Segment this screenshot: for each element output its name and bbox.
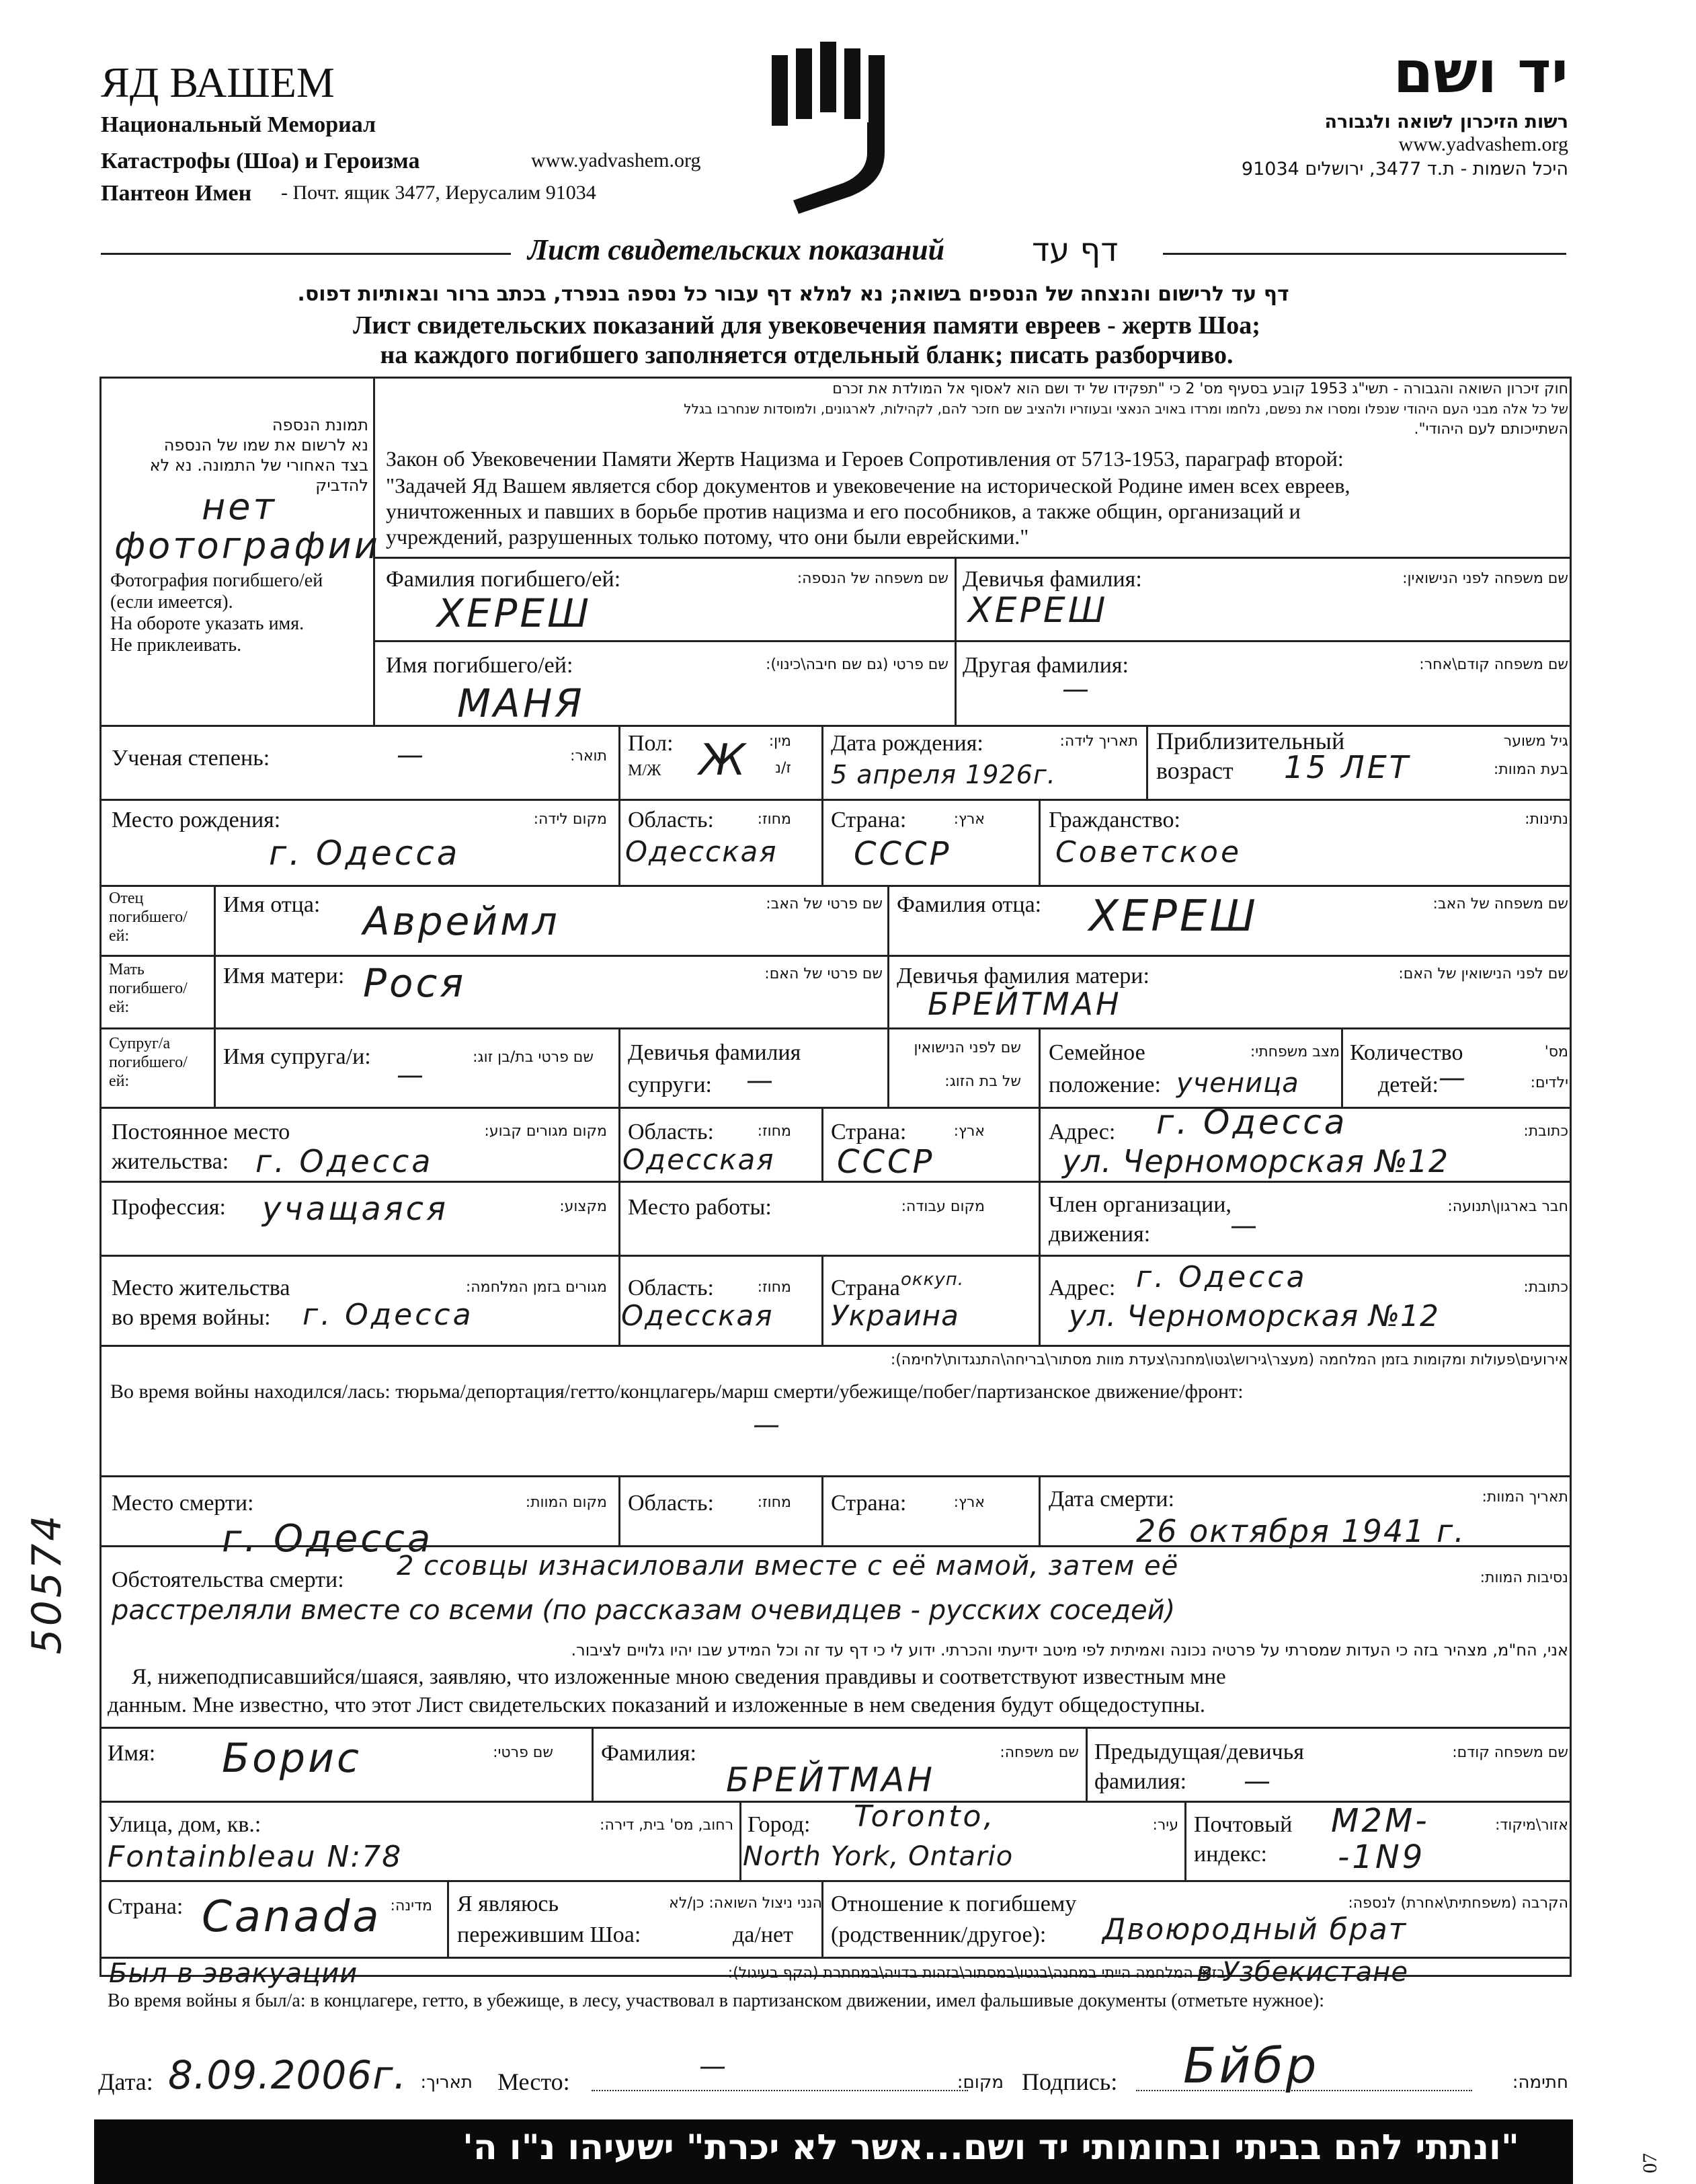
rule (1039, 1027, 1041, 1107)
sign-he: חתימה: (1512, 2072, 1568, 2093)
residence-value[interactable]: г. Одесса (255, 1143, 434, 1179)
rule (1184, 1801, 1186, 1880)
zip-value-2[interactable]: -1N9 (1338, 1838, 1426, 1876)
res-address-2[interactable]: ул. Черноморская №12 (1062, 1143, 1449, 1179)
spouse-side-2: погибшего/ (109, 1054, 188, 1071)
photo-ru-2: (если имеется). (110, 592, 233, 613)
relation-label-2: (родственник/другое): (831, 1922, 1047, 1947)
rule (1039, 1107, 1041, 1181)
photo-ru-3: На обороте указать имя. (110, 613, 305, 634)
rule (99, 1545, 1572, 1547)
yad-vashem-logo (766, 42, 901, 217)
rule (99, 885, 1572, 887)
father-side-1: Отец (109, 890, 144, 907)
father-surname-he: שם משפחה של האב: (1432, 896, 1568, 912)
zip-label-1: Почтовый (1194, 1812, 1293, 1837)
intro-he: דף עד לרישום והנצחה של הנספים בשואה; נא למלא דף עבור כל נספה בנפרד, בכתב ברור ובאותיות דפוס. (297, 282, 1289, 306)
surname-he: שם משפחה של הנספה: (797, 570, 948, 587)
zip-label-2: индекс: (1194, 1842, 1267, 1867)
form-title-he: דף עד (1032, 231, 1119, 269)
member-value[interactable]: — (1230, 1210, 1260, 1241)
margin-number: 50574 (24, 1512, 71, 1655)
title-rule-left (101, 253, 511, 255)
citizenship-value[interactable]: Советское (1055, 835, 1242, 869)
survivor-label-2: пережившим Шоа: (457, 1922, 641, 1947)
place-value[interactable]: — (699, 2051, 729, 2082)
address-ru: - Почт. ящик 3477, Иерусалим 91034 (281, 182, 596, 204)
war-region-he: מחוז: (757, 1279, 791, 1296)
rule (447, 1880, 449, 1957)
war-country-note[interactable]: оккуп. (901, 1270, 964, 1290)
mother-maiden-he: שם לפני הנישואין של האם: (1398, 966, 1568, 982)
res-address-1[interactable]: г. Одесса (1156, 1103, 1348, 1142)
rule (373, 640, 1572, 642)
victim-maiden[interactable]: ХЕРЕШ (968, 590, 1108, 631)
spouse-side-3: ей: (109, 1072, 130, 1090)
birth-region-he: מחוז: (757, 811, 791, 828)
citizenship-he: נתינות: (1525, 811, 1568, 828)
mother-maiden-value[interactable]: БРЕЙТМАН (928, 986, 1122, 1022)
submitter-name-value[interactable]: Борис (222, 1735, 362, 1782)
submitter-war-he: בזמן המלחמה הייתי במחנה\בגטו\במסתור\בזהות בדויה\במחתרת (הקף בעיגול): (727, 1965, 1225, 1982)
profession-he: מקצוע: (559, 1198, 607, 1215)
website-ru: www.yadvashem.org (531, 149, 701, 171)
rule (1039, 799, 1041, 885)
workplace-label: Место работы: (628, 1195, 772, 1220)
death-date-he: תאריך המוות: (1482, 1489, 1568, 1506)
rule (618, 1027, 620, 1107)
death-country-label: Страна: (831, 1491, 907, 1516)
photo-ru-1: Фотография погибшего/ей (110, 570, 323, 591)
mother-name-he: שם פרטי של האם: (764, 966, 883, 982)
residence-he: מקום מגורים קבוע: (484, 1123, 607, 1140)
signature[interactable]: Бйбр (1183, 2037, 1320, 2094)
maiden-label: Девичья фамилия: (963, 567, 1142, 592)
submitter-prev-value[interactable]: — (1244, 1766, 1273, 1797)
birthplace-label: Место рождения: (112, 808, 281, 832)
birthplace-value[interactable]: г. Одесса (269, 834, 460, 873)
rule (99, 1107, 1572, 1109)
member-he: חבר בארגון\תנועה: (1447, 1198, 1568, 1215)
father-name-he: שם פרטי של האב: (766, 896, 883, 912)
res-country-value[interactable]: СССР (837, 1143, 935, 1181)
city-label: Город: (748, 1812, 811, 1837)
degree-he: תואר: (570, 748, 607, 765)
he-line-1: רשות הזיכרון לשואה ולגבורה (1324, 112, 1568, 132)
victim-surname[interactable]: ХЕРЕШ (437, 590, 592, 636)
relation-value[interactable]: Двоюродный брат (1102, 1912, 1408, 1947)
photo-hand-1: нет (202, 485, 277, 528)
war-res-label-1: Место жительства (112, 1276, 290, 1300)
sub-country-value[interactable]: Canada (202, 1892, 382, 1942)
sex-sub: М/Ж (628, 762, 661, 779)
spouse-maiden-label-1: Девичья фамилия (628, 1040, 801, 1065)
res-country-label: Страна: (831, 1120, 907, 1144)
rule (99, 1880, 1572, 1882)
photo-hand-2: фотографии (114, 524, 380, 567)
father-name-label: Имя отца: (223, 892, 321, 917)
survivor-options[interactable]: да/нет (733, 1922, 793, 1947)
marital-label-1: Семейное (1049, 1040, 1145, 1065)
law-ru-1: Закон об Увековечении Памяти Жертв Нацизма и Героев Сопротивления от 5713-1953, параграф второй: (386, 446, 1344, 471)
victim-firstname[interactable]: МАНЯ (457, 680, 585, 726)
children-he-2: ילדים: (1530, 1075, 1568, 1091)
rule (99, 725, 1572, 727)
circumstances-label: Обстоятельства смерти: (112, 1567, 344, 1592)
rule (1086, 1727, 1088, 1801)
other-he: שם משפחה קודם\אחר: (1419, 656, 1568, 673)
rule (887, 885, 889, 1107)
father-surname-label: Фамилия отца: (897, 892, 1042, 917)
death-region-he: מחוז: (757, 1494, 791, 1511)
website-he: www.yadvashem.org (1398, 133, 1568, 155)
spouse-maiden-he-2: של בת הזוג: (944, 1073, 1021, 1090)
rule (1146, 725, 1148, 799)
sex-he: מין: (768, 733, 791, 750)
street-value[interactable]: Fontainbleau N:78 (108, 1840, 403, 1874)
war-address-2[interactable]: ул. Черноморская №12 (1069, 1299, 1439, 1333)
children-value[interactable]: — (1439, 1062, 1468, 1093)
age-he-2: בעת המוות: (1493, 761, 1568, 778)
member-label-2: движения: (1049, 1222, 1151, 1247)
rule (592, 1727, 594, 1801)
law-he-1: חוק זיכרון השואה והגבורה - תשי"ג 1953 קובע בסעיף מס' 2 כי "תפקידו של יד ושם הוא לאסוף אל המולדת את זכרם (832, 381, 1568, 397)
degree-value[interactable]: — (397, 740, 426, 771)
sex-he-sub: ז/נ (775, 760, 791, 777)
law-ru-3: уничтоженных и павших в борьбе против нацизма и его пособников, а также общин, организаций и (386, 499, 1301, 523)
law-he-3: השתייכותם לעם היהודי". (1414, 421, 1568, 438)
res-region-label: Область: (628, 1120, 714, 1144)
sign-label: Подпись: (1022, 2068, 1118, 2095)
profession-value[interactable]: учащаяся (262, 1190, 448, 1228)
death-place-label: Место смерти: (112, 1491, 254, 1516)
rule (99, 955, 1572, 957)
city-value-2[interactable]: North York, Ontario (743, 1841, 1014, 1872)
submitter-name-label: Имя: (108, 1741, 156, 1766)
rule (821, 1107, 823, 1181)
relation-he: הקרבה (משפחתית\אחרת) לנספה: (1348, 1895, 1568, 1912)
submitter-war-note-2[interactable]: в Узбекистане (1197, 1957, 1408, 1988)
war-region-label: Область: (628, 1276, 714, 1300)
mother-maiden-label: Девичья фамилия матери: (897, 964, 1149, 988)
residence-label-2: жительства: (112, 1149, 229, 1174)
war-res-value[interactable]: г. Одесса (302, 1298, 474, 1332)
date-value[interactable]: 8.09.2006г. (168, 2052, 407, 2098)
marital-value[interactable]: ученица (1176, 1068, 1299, 1099)
submitter-war-note[interactable]: Был в эвакуации (109, 1958, 358, 1989)
photo-he-2: נא לרשום את שמו של הנספה (163, 436, 368, 455)
org-title-ru: ЯД ВАШЕМ (101, 58, 335, 106)
birth-region-value[interactable]: Одесская (625, 835, 778, 868)
place-he: מקום: (957, 2072, 1004, 2093)
survivor-he: הנני ניצול השואה: כן/לא (669, 1895, 822, 1912)
photo-ru-4: Не приклеивать. (110, 635, 242, 656)
dob-he: תאריך לידה: (1059, 733, 1138, 750)
photo-he-1: תמונת הנספה (272, 416, 368, 434)
father-name-value[interactable]: Авреймл (363, 898, 560, 944)
profession-label: Профессия: (112, 1195, 226, 1220)
circumstances-line-2[interactable]: расстреляли вместе со всеми (по рассказам очевидцев - русских соседей) (112, 1595, 1176, 1626)
war-region-value[interactable]: Одесская (621, 1299, 774, 1332)
mother-side-3: ей: (109, 999, 130, 1016)
spouse-maiden-value[interactable]: — (746, 1065, 776, 1096)
sex-value[interactable]: Ж (699, 736, 748, 785)
org-subtitle-3: Пантеон Имен (101, 181, 252, 206)
children-label-2: детей: (1378, 1072, 1439, 1097)
degree-label: Ученая степень: (112, 746, 270, 771)
org-title-he: יד ושם (1393, 39, 1568, 106)
children-label-1: Количество (1350, 1040, 1463, 1065)
rule (821, 1255, 823, 1345)
street-label: Улица, дом, кв.: (108, 1812, 261, 1837)
spouse-name-he: שם פרטי בת/בן זוג: (473, 1049, 594, 1066)
rule (214, 885, 216, 1107)
submitter-prev-he: שם משפחה קודם: (1452, 1744, 1568, 1761)
maiden-he: שם משפחה לפני הנישואין: (1402, 570, 1568, 587)
submitter-surname-label: Фамилия: (601, 1741, 696, 1766)
death-date-label: Дата смерти: (1049, 1487, 1175, 1512)
res-address-label: Адрес: (1049, 1120, 1116, 1144)
res-region-value[interactable]: Одесская (622, 1143, 775, 1176)
submitter-surname-value[interactable]: БРЕЙТМАН (726, 1760, 935, 1799)
place-label: Место: (497, 2068, 570, 2095)
birth-region-label: Область: (628, 808, 714, 832)
rule (99, 1027, 1572, 1029)
spouse-maiden-label-2: супруги: (628, 1072, 712, 1097)
rule (618, 1181, 620, 1255)
submitter-prev-label-1: Предыдущая/девичья (1094, 1740, 1304, 1764)
surname-label: Фамилия погибшего/ей: (386, 567, 621, 592)
war-country-value[interactable]: Украина (831, 1299, 959, 1332)
submitter-surname-he: שם משפחה: (1000, 1744, 1079, 1761)
declaration-ru-1: Я, нижеподписавшийся/шаяся, заявляю, что изложенные мною сведения правдивы и соответствуют известным мне (132, 1665, 1226, 1689)
war-address-1[interactable]: г. Одесса (1136, 1260, 1307, 1294)
mother-name-label: Имя матери: (223, 964, 345, 988)
residence-label-1: Постоянное место (112, 1120, 290, 1144)
war-events-he: אירועים\פעולות ומקומות בזמן המלחמה (מעצר\גירוש\גטו\מחנה\צעדת מוות מסתור\בריחה\התנגדות\לחימה): (890, 1352, 1568, 1368)
age-value[interactable]: 15 ЛЕТ (1284, 749, 1411, 785)
rule (618, 1475, 620, 1545)
war-events-value[interactable]: — (753, 1409, 782, 1440)
age-label-2: возраст (1156, 757, 1234, 784)
org-subtitle-1: Национальный Мемориал (101, 112, 376, 137)
rule (99, 1475, 1572, 1477)
date-he: תאריך: (420, 2072, 473, 2093)
rule (618, 1255, 620, 1345)
father-side-2: погибшего/ (109, 908, 188, 926)
rule (1039, 1475, 1041, 1545)
war-country-label: Страна (831, 1276, 900, 1300)
father-surname-value[interactable]: ХЕРЕШ (1089, 892, 1258, 941)
res-address-he: כתובת: (1523, 1123, 1568, 1140)
war-res-he: מגורים בזמן המלחמה: (465, 1279, 607, 1296)
sub-country-he: מדינה: (390, 1898, 432, 1914)
title-rule-right (1163, 253, 1566, 255)
res-region-he: מחוז: (757, 1123, 791, 1140)
rule (99, 1181, 1572, 1183)
birth-country-he: ארץ: (953, 811, 985, 828)
photo-he-4: להדביק (315, 476, 368, 495)
birth-country-value[interactable]: СССР (854, 835, 952, 873)
death-date-value[interactable]: 26 октября 1941 г. (1136, 1513, 1465, 1549)
marital-he: מצב משפחתי: (1250, 1044, 1340, 1060)
form-title-ru: Лист свидетельских показаний (528, 233, 945, 266)
dob-label: Дата рождения: (831, 731, 983, 756)
father-side-3: ей: (109, 927, 130, 945)
marital-label-2: положение: (1049, 1072, 1161, 1097)
rule (373, 557, 1572, 559)
rule (1039, 1255, 1041, 1345)
death-place-he: מקום המוות: (525, 1494, 607, 1511)
age-label-1: Приблизительный (1156, 728, 1345, 754)
death-country-he: ארץ: (953, 1494, 985, 1511)
death-place-value[interactable]: г. Одесса (222, 1517, 434, 1561)
rule (99, 1255, 1572, 1257)
rule (739, 1801, 741, 1880)
footer-banner (94, 2119, 1573, 2184)
war-address-label: Адрес: (1049, 1276, 1116, 1300)
other-label: Другая фамилия: (963, 653, 1129, 678)
rule (821, 1880, 823, 1957)
submitter-name-he: שם פרטי: (493, 1744, 553, 1761)
rule (821, 799, 823, 885)
he-line-3: היכל השמות - ת.ד 3477, ירושלים 91034 (1241, 159, 1568, 180)
rule (99, 1345, 1572, 1347)
rule (618, 799, 620, 885)
law-he-2: של כל אלה מבני העם היהודי שנפלו ומסרו את נפשם, נלחמו ומרדו באויב הנאצי ובעוזריו ולהציב שם חזכר להם, לקהילות, לארגונים, ולמוסדות שנחרבו בגלל (684, 401, 1568, 417)
mother-side-2: погибшего/ (109, 980, 188, 997)
res-country-he: ארץ: (953, 1123, 985, 1140)
corner-number: 07 (1639, 2153, 1661, 2173)
submitter-prev-label-2: фамилия: (1094, 1769, 1187, 1794)
place-line (592, 2090, 968, 2091)
birthplace-he: מקום לידה: (533, 811, 607, 828)
zip-he: אזור\מיקוד: (1494, 1817, 1568, 1834)
rule (1341, 1027, 1343, 1107)
citizenship-label: Гражданство: (1049, 808, 1180, 832)
death-region-label: Область: (628, 1491, 714, 1516)
mother-side-1: Мать (109, 961, 145, 978)
dob-value[interactable]: 5 апреля 1926г. (831, 760, 1056, 789)
footer-banner-text: "ונתתי להם בביתי ובחומותי יד ושם...אשר לא יכרת" ישעיהו נ"ו ה' (462, 2128, 1519, 2168)
spouse-name-label: Имя супруга/и: (223, 1044, 371, 1069)
intro-ru-1: Лист свидетельских показаний для увековечения памяти евреев - жертв Шоа; (353, 311, 1260, 340)
circumstances-line-1[interactable]: 2 ссовцы изнасиловали вместе с её мамой, затем её (397, 1551, 1179, 1582)
children-he-1: מס' (1544, 1044, 1568, 1060)
photo-he-3: בצד האחורי של התמונה. נא לא (149, 456, 368, 475)
rule (99, 799, 1572, 801)
declaration-he: אני, הח"מ, מצהיר בזה כי העדות שמסרתי על פרטיה נכונה ואמיתית לפי מיטב ידיעתי והכרתי. ידוע לי כי דף עד זה וכל המידע שבו יהיו גלויים לציבור. (571, 1641, 1568, 1660)
war-address-he: כתובת: (1523, 1279, 1568, 1296)
war-res-label-2: во время войны: (112, 1305, 271, 1330)
declaration-ru-2: данным. Мне известно, что этот Лист свидетельских показаний и изложенные в нем сведения будут общедоступны. (108, 1693, 1206, 1717)
law-ru-2: "Задачей Яд Вашем является сбор документов и увековечение на исторической Родине имен всех евреев, (386, 473, 1350, 498)
law-ru-4: учреждений, разрушенных только потому, что они были еврейскими." (386, 524, 1029, 549)
spouse-side-1: Супруг/а (109, 1035, 171, 1052)
survivor-label-1: Я являюсь (457, 1892, 559, 1916)
mother-name-value[interactable]: Рося (363, 960, 467, 1006)
victim-other[interactable]: — (1062, 674, 1092, 705)
sub-country-label: Страна: (108, 1894, 184, 1919)
member-label-1: Член организации, (1049, 1192, 1231, 1217)
workplace-he: מקום עבודה: (901, 1198, 985, 1215)
age-he-1: גיל משוער (1503, 733, 1568, 750)
circumstances-he: נסיבות המוות: (1480, 1569, 1568, 1586)
street-he: רחוב, מס' בית, דירה: (600, 1817, 733, 1834)
submitter-war-ru: Во время войны я был/а: в концлагере, гетто, в убежище, в лесу, участвовал в партизанском движении, имел фальшивые документы (отметьте нужное): (108, 1990, 1325, 2011)
spouse-name-value[interactable]: — (397, 1060, 426, 1091)
war-events-ru: Во время войны находился/лась: тюрьма/депортация/гетто/концлагерь/марш смерти/убежище/побег/партизанское движение/фронт: (110, 1380, 1244, 1403)
spouse-maiden-he-1: שם לפני הנישואין (914, 1040, 1021, 1056)
rule (821, 1475, 823, 1545)
city-value-1[interactable]: Toronto, (854, 1799, 996, 1834)
rule (618, 1107, 620, 1181)
rule (99, 1727, 1572, 1729)
zip-value-1[interactable]: M2M- (1331, 1802, 1430, 1840)
city-he: עיר: (1152, 1817, 1178, 1834)
rule (821, 725, 823, 799)
rule (618, 725, 620, 799)
rule (1039, 1181, 1041, 1255)
sex-label: Пол: (628, 731, 674, 756)
date-label: Дата: (98, 2068, 153, 2095)
org-subtitle-2: Катастрофы (Шоа) и Героизма (101, 149, 420, 173)
intro-ru-2: на каждого погибшего заполняется отдельный бланк; писать разборчиво. (380, 341, 1234, 369)
birth-country-label: Страна: (831, 808, 907, 832)
firstname-label: Имя погибшего/ей: (386, 653, 573, 678)
firstname-he: שם פרטי (גם שם חיבה\כינוי): (765, 656, 948, 673)
relation-label-1: Отношение к погибшему (831, 1892, 1077, 1916)
